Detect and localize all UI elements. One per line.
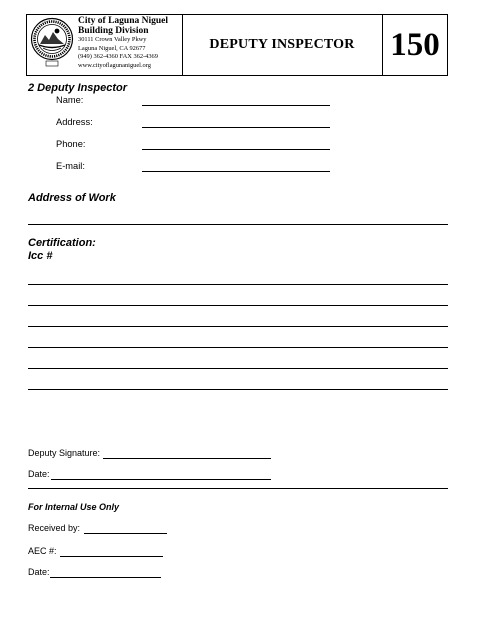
work-address-field[interactable] [28,224,448,225]
aec-label: AEC #: [28,546,57,556]
signature-date-label: Date: [28,469,50,479]
certification-line[interactable] [28,389,448,390]
signature-date-field[interactable] [51,479,271,480]
internal-use-heading: For Internal Use Only [28,502,120,512]
deputy-signature-field[interactable] [103,458,271,459]
phone-label: Phone: [56,139,86,149]
address-field[interactable] [142,127,330,128]
internal-date-field[interactable] [50,577,161,578]
form-number: 150 [390,26,440,63]
certification-line[interactable] [28,368,448,369]
received-by-label: Received by: [28,523,81,533]
deputy-signature-label: Deputy Signature: [28,448,101,458]
certification-line[interactable] [28,326,448,327]
phone-field[interactable] [142,149,330,150]
org-address-city: Laguna Niguel, CA 92677 [78,44,146,52]
section-divider [28,488,448,489]
certification-line[interactable] [28,305,448,306]
inspector-heading: 2 Deputy Inspector [28,82,128,94]
received-by-field[interactable] [84,533,167,534]
city-seal-icon [30,17,74,69]
org-address-street: 30111 Crown Valley Pkwy [78,36,147,43]
email-label: E-mail: [56,161,85,171]
org-name: City of Laguna Niguel [78,16,168,26]
address-label: Address: [56,117,93,127]
org-division: Building Division [78,26,149,36]
certification-heading: Certification: [28,237,96,249]
organization-block [78,16,182,70]
internal-date-label: Date: [28,567,50,577]
aec-field[interactable] [60,556,163,557]
icc-label: Icc # [28,250,53,262]
org-website: www.cityoflagunaniguel.org [78,61,151,69]
name-label: Name: [56,95,84,105]
form-title: DEPUTY INSPECTOR [209,37,355,52]
certification-line[interactable] [28,347,448,348]
email-field[interactable] [142,171,330,172]
org-phone-fax: (949) 362-4360 FAX 362-4369 [78,53,158,61]
work-address-heading: Address of Work [28,192,116,204]
certification-line[interactable] [28,284,448,285]
name-field[interactable] [142,105,330,106]
